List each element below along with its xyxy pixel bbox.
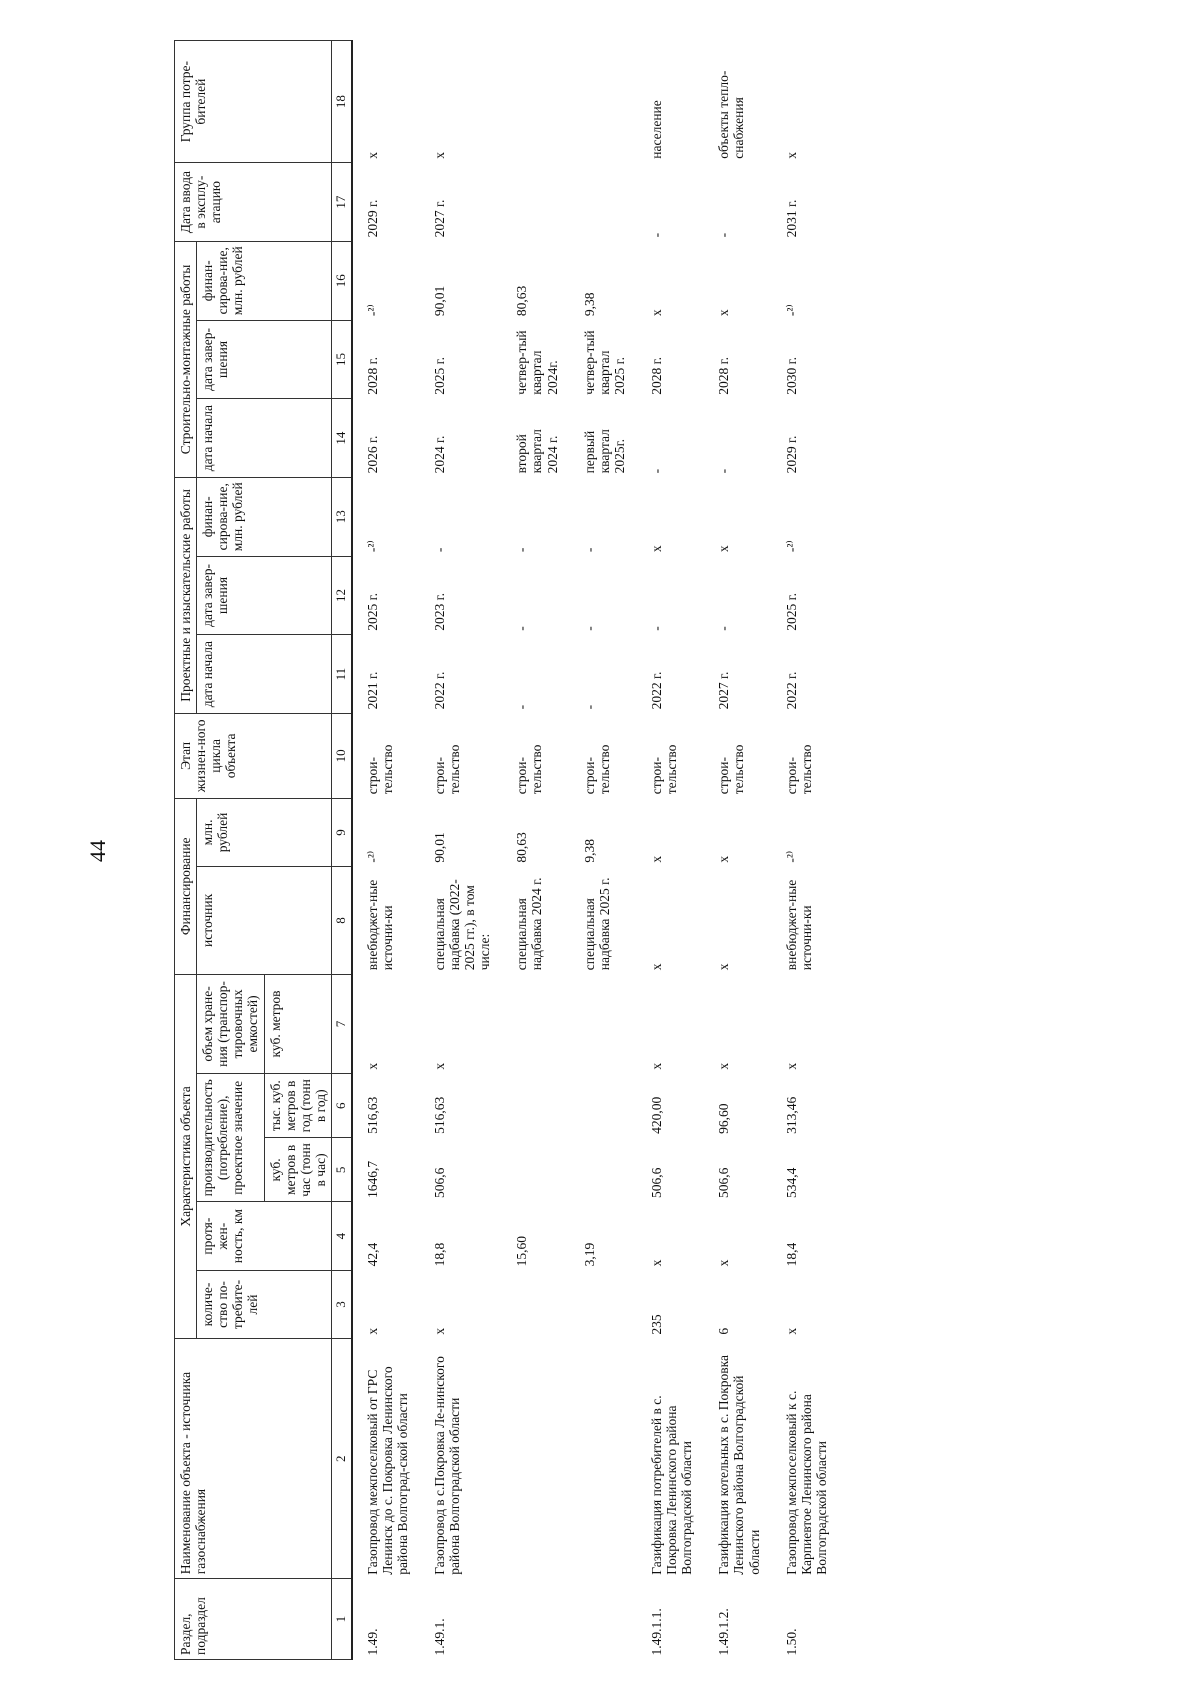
column-number: 18 bbox=[331, 41, 351, 163]
table-cell bbox=[502, 41, 569, 163]
table-cell: четвер-тый квартал 2025 г. bbox=[581, 330, 627, 395]
table-cell: 6 bbox=[716, 1327, 732, 1335]
table-cell: 2021 г. bbox=[364, 671, 380, 710]
table-cell: четвер-тый квартал 2024г. bbox=[514, 330, 560, 395]
table-cell: х bbox=[716, 1259, 732, 1267]
table-cell: - bbox=[581, 626, 597, 631]
table-cell: 2028 г. bbox=[716, 357, 732, 395]
table-cell: 1646,7 bbox=[364, 1160, 380, 1198]
table-cell: -²⁾ bbox=[364, 540, 380, 553]
header-capacity-year: тыс. куб. метров в год (тонн в год) bbox=[264, 1074, 331, 1138]
column-number: 4 bbox=[331, 1202, 351, 1270]
table-cell: - bbox=[431, 547, 447, 553]
header-storage: объем хране-ния (транспор-тировочных емкостей) bbox=[197, 974, 264, 1073]
header-financing: Финансирование bbox=[175, 798, 197, 974]
table-cell: 2022 г. bbox=[431, 671, 447, 710]
column-number: 7 bbox=[331, 974, 351, 1073]
header-construction-start: дата начала bbox=[197, 399, 332, 478]
table-cell: 42,4 bbox=[364, 1242, 380, 1267]
table-row bbox=[772, 41, 839, 1660]
table-cell: 2023 г. bbox=[431, 593, 447, 631]
header-capacity: производительность (потребление), проектное значение bbox=[197, 1074, 264, 1202]
table-cell: 506,6 bbox=[716, 1167, 732, 1198]
table-cell: 313,46 bbox=[783, 1096, 799, 1134]
table-row bbox=[420, 41, 502, 1660]
table-cell bbox=[502, 1579, 569, 1660]
header-consumer-group: Группа потре-бителей bbox=[175, 41, 332, 163]
table-cell bbox=[502, 974, 569, 1073]
column-number: 1 bbox=[331, 1579, 351, 1660]
table-cell: специальная надбавка (2022-2025 гг.), в том числе: bbox=[431, 879, 493, 971]
rotated-table-sheet bbox=[174, 40, 1020, 1660]
table-cell: х bbox=[783, 1327, 799, 1335]
table-cell: х bbox=[648, 309, 664, 317]
table-cell: 2028 г. bbox=[364, 357, 380, 395]
header-consumers-count: количе-ство по-требите-лей bbox=[197, 1270, 332, 1338]
table-cell: - bbox=[716, 232, 732, 238]
table-cell: 506,6 bbox=[431, 1167, 447, 1198]
table-cell: специальная надбавка 2024 г. bbox=[514, 877, 545, 971]
table-cell: - bbox=[648, 232, 664, 238]
column-number: 14 bbox=[331, 399, 351, 478]
column-number: 15 bbox=[331, 320, 351, 399]
table-cell: 90,01 bbox=[431, 285, 447, 317]
table-cell bbox=[502, 1138, 569, 1202]
table-cell: 2028 г. bbox=[648, 357, 664, 395]
column-number: 10 bbox=[331, 713, 351, 798]
column-number: 12 bbox=[331, 556, 351, 635]
table-cell: Газификация котельных в с. Покровка Ленинского района Волгоградской области bbox=[716, 1354, 762, 1575]
header-section: Раздел, подраздел bbox=[175, 1579, 332, 1660]
table-cell: объекты тепло-снабжения bbox=[716, 70, 747, 159]
table-cell: х bbox=[648, 855, 664, 863]
table-cell: - bbox=[514, 547, 530, 553]
table-cell: -²⁾ bbox=[783, 540, 799, 553]
table-cell: х bbox=[431, 1327, 447, 1335]
table-cell: 2024 г. bbox=[431, 435, 447, 474]
table-cell bbox=[570, 1270, 637, 1338]
column-number: 8 bbox=[331, 867, 351, 975]
table-cell: 1.49.1.1. bbox=[648, 1608, 664, 1656]
table-cell bbox=[570, 1138, 637, 1202]
column-number: 16 bbox=[331, 241, 351, 320]
column-number: 3 bbox=[331, 1270, 351, 1338]
table-cell: - bbox=[514, 626, 530, 631]
table-cell: 516,63 bbox=[431, 1096, 447, 1134]
table-cell bbox=[570, 1074, 637, 1138]
table-cell: 534,4 bbox=[783, 1167, 799, 1198]
header-name: Наименование объекта - источника газоснабжения bbox=[175, 1339, 332, 1579]
header-construction-end: дата завер-шения bbox=[197, 320, 332, 399]
table-cell: х bbox=[648, 1062, 664, 1070]
table-cell: - bbox=[648, 468, 664, 474]
table-cell: внебюджет-ные источни-ки bbox=[783, 879, 814, 971]
table-cell: второй квартал 2024 г. bbox=[514, 429, 560, 474]
column-number: 11 bbox=[331, 635, 351, 714]
table-cell: х bbox=[431, 152, 447, 159]
header-design-works: Проектные и изыскательские работы bbox=[175, 477, 197, 713]
table-cell: строи-тельство bbox=[648, 744, 680, 795]
table-cell: 2025 г. bbox=[364, 593, 380, 631]
header-construction-financing: финан-сирова-ние, млн. рублей bbox=[197, 241, 332, 320]
table-cell: -²⁾ bbox=[783, 850, 799, 863]
column-number: 9 bbox=[331, 798, 351, 866]
table-cell: первый квартал 2025г. bbox=[581, 429, 627, 474]
table-cell: х bbox=[716, 1062, 732, 1070]
table-cell: - bbox=[716, 626, 732, 631]
table-cell: -²⁾ bbox=[783, 304, 799, 317]
table-cell: строи-тельство bbox=[716, 744, 747, 795]
page-number: 44 bbox=[85, 840, 110, 862]
table-cell: х bbox=[716, 309, 732, 317]
table-cell: 2025 г. bbox=[783, 593, 799, 631]
table-cell: 420,00 bbox=[648, 1096, 664, 1134]
table-cell: 2022 г. bbox=[648, 671, 664, 710]
header-construction-works: Строительно-монтажные работы bbox=[175, 241, 197, 477]
table-cell: 2029 г. bbox=[364, 199, 380, 238]
table-cell: 1.49.1.2. bbox=[716, 1608, 732, 1656]
table-cell: - bbox=[581, 547, 597, 553]
column-number: 5 bbox=[331, 1138, 351, 1202]
header-storage-unit: куб. метров bbox=[264, 974, 331, 1073]
table-cell: строи-тельство bbox=[431, 744, 462, 795]
table-cell: 80,63 bbox=[514, 832, 530, 863]
table-row bbox=[637, 41, 704, 1660]
table-row bbox=[352, 41, 420, 1660]
table-cell: х bbox=[716, 855, 732, 863]
table-cell bbox=[502, 1270, 569, 1338]
table-cell: - bbox=[716, 468, 732, 474]
column-numbers-row bbox=[331, 41, 351, 1660]
column-number: 13 bbox=[331, 477, 351, 556]
header-design-start: дата начала bbox=[197, 635, 332, 714]
table-cell: х bbox=[716, 545, 732, 553]
table-cell: -²⁾ bbox=[364, 850, 380, 863]
table-cell: 506,6 bbox=[648, 1167, 664, 1198]
header-design-financing: финан-сирова-ние, млн. рублей bbox=[197, 477, 332, 556]
table-cell: - bbox=[581, 704, 597, 710]
header-design-end: дата завер-шения bbox=[197, 556, 332, 635]
table-cell: 2030 г. bbox=[783, 357, 799, 395]
header-source: источник bbox=[197, 867, 332, 975]
table-cell: 18,8 bbox=[431, 1242, 447, 1267]
table-cell: х bbox=[648, 545, 664, 553]
table-cell bbox=[570, 1339, 637, 1579]
table-cell: -²⁾ bbox=[364, 304, 380, 317]
table-cell bbox=[570, 41, 637, 163]
table-cell: 15,60 bbox=[514, 1235, 530, 1267]
table-cell: 9,38 bbox=[581, 292, 597, 317]
table-cell: 90,01 bbox=[431, 832, 447, 863]
table-cell: строи-тельство bbox=[514, 744, 545, 795]
table-cell bbox=[570, 163, 637, 242]
table-cell: х bbox=[364, 1327, 380, 1335]
table-row bbox=[502, 41, 569, 1660]
table-cell: - bbox=[648, 626, 664, 631]
table-cell: х bbox=[716, 963, 732, 971]
table-cell: х bbox=[431, 1062, 447, 1070]
table-cell: х bbox=[648, 1259, 664, 1267]
header-characteristics: Характеристика объекта bbox=[175, 974, 197, 1338]
table-cell: 18,4 bbox=[783, 1242, 799, 1267]
table-cell bbox=[502, 163, 569, 242]
table-cell: население bbox=[648, 100, 664, 159]
table-cell: Газопровод в с.Покровка Ле-нинского района Волгоградской области bbox=[431, 1356, 462, 1575]
table-row bbox=[704, 41, 771, 1660]
header-capacity-hour: куб. метров в час (тонн в час) bbox=[264, 1138, 331, 1202]
table-row bbox=[570, 41, 637, 1660]
table-cell bbox=[570, 974, 637, 1073]
table-cell: 96,60 bbox=[716, 1103, 732, 1134]
table-cell: Газопровод межпоселковый к с. Карпиевтое Ленинского района Волгоградской области bbox=[783, 1390, 829, 1575]
table-cell: специальная надбавка 2025 г. bbox=[581, 877, 612, 971]
table-cell: Газификация потребителей в с. Покровка Ленинского района Волгоградской области bbox=[648, 1395, 695, 1575]
table-cell: 1.50. bbox=[783, 1628, 799, 1656]
table-cell: 2026 г. bbox=[364, 435, 380, 474]
table-cell: 2027 г. bbox=[716, 671, 732, 710]
table-cell: внебюджет-ные источни-ки bbox=[364, 879, 395, 971]
header-length: протя-жен-ность, км bbox=[197, 1202, 332, 1270]
table-cell: 2027 г. bbox=[431, 199, 447, 238]
table-cell bbox=[570, 1579, 637, 1660]
table-cell: х bbox=[783, 152, 799, 159]
table-cell: 235 bbox=[648, 1314, 664, 1335]
table-cell: х bbox=[364, 152, 380, 159]
table-cell: строи-тельство bbox=[581, 744, 612, 795]
column-number: 17 bbox=[331, 163, 351, 242]
header-commissioning: Дата ввода в эксплу-атацию bbox=[175, 163, 332, 242]
table-cell: - bbox=[514, 704, 530, 710]
table-cell: 1.49. bbox=[364, 1628, 380, 1656]
header-financing-mln: млн. рублей bbox=[197, 798, 332, 866]
table-cell: 2022 г. bbox=[783, 671, 799, 710]
table-cell: 2025 г. bbox=[431, 357, 447, 395]
table-cell: 3,19 bbox=[581, 1242, 597, 1267]
table-cell: х bbox=[364, 1062, 380, 1070]
table-cell: х bbox=[648, 963, 664, 971]
column-number: 2 bbox=[331, 1339, 351, 1579]
table-cell: строи-тельство bbox=[364, 744, 395, 795]
table-cell bbox=[502, 1074, 569, 1138]
column-number: 6 bbox=[331, 1074, 351, 1138]
table-cell bbox=[502, 1339, 569, 1579]
table-cell: 1.49.1. bbox=[431, 1618, 447, 1656]
table-cell: Газопровод межпоселковый от ГРС Ленинск до с. Покровка Ленинского района Волгоград-ской области bbox=[364, 1366, 410, 1575]
gas-supply-table bbox=[174, 40, 839, 1660]
table-cell: 9,38 bbox=[581, 838, 597, 863]
table-cell: х bbox=[783, 1062, 799, 1070]
table-cell: 2031 г. bbox=[783, 199, 799, 238]
table-cell: строи-тельство bbox=[783, 744, 814, 795]
table-cell: 80,63 bbox=[514, 285, 530, 317]
header-lifecycle: Этап жизнен-ного цикла объекта bbox=[175, 713, 332, 798]
table-cell: 2029 г. bbox=[783, 435, 799, 474]
table-cell: 516,63 bbox=[364, 1096, 380, 1134]
